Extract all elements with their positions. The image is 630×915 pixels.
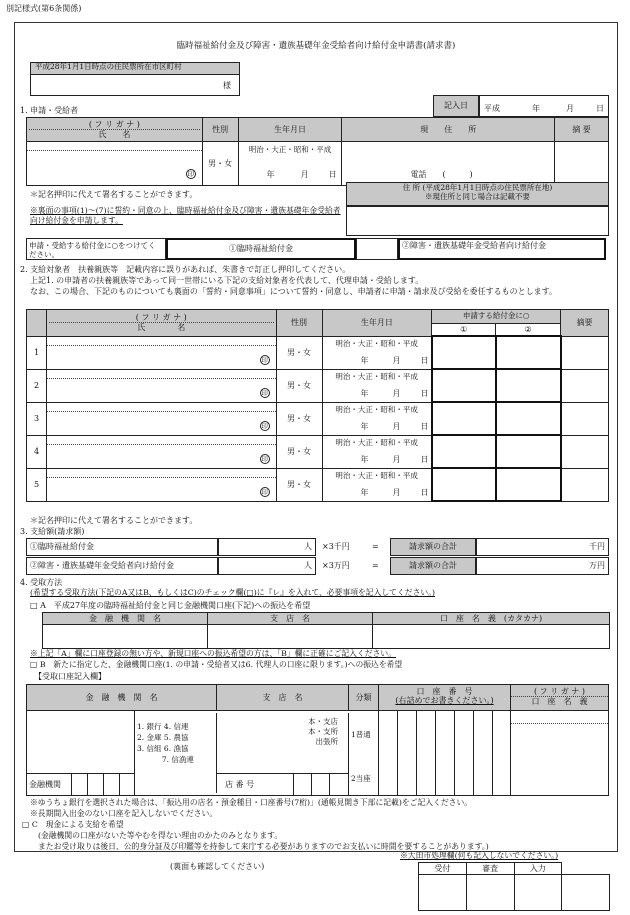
acct-cell-divider [416,711,417,795]
dep-row-number: 5 [27,468,47,501]
dep-remarks-header: 摘要 [561,310,609,337]
applicant-name-header [27,118,203,142]
b-type-field[interactable] [349,711,379,795]
seal-icon: 印 [261,487,268,496]
entry-date-year: 年 [532,104,540,113]
section2-line2: なお、この場合、下記のものについても裏面の「誓約・同意事項」について誓約・同意し、申請者に申請・請求及び受給を委任するものとします。 [30,287,558,296]
office-stamp-cell [466,875,514,911]
b-type-ordinary[interactable]: 1普通 [351,730,371,739]
form-label: 別記様式(第6条関係) [6,4,82,13]
office-col-review: 審査 [466,863,514,875]
acct-cell-divider [473,711,474,795]
dep-remarks-field [561,435,609,468]
applicant-sex-field[interactable]: 男・女 [202,142,238,186]
dep-era-options: 明治・大正・昭和・平成 [335,404,418,414]
b-bank-header: 金 融 機 関 名 [27,685,217,711]
acct-cell-divider [397,711,398,795]
b-furigana-label: ( フ リ ガ ナ ) [511,685,608,697]
applicant-remarks-field [555,142,609,186]
code-cell[interactable] [103,774,119,795]
dep-dob-header: 生年月日 [322,310,432,337]
office-stamp-cell [419,875,467,911]
dep-era-options: 明治・大正・昭和・平成 [335,338,418,348]
dep-furigana-line [47,411,276,412]
dep-dob-month: 月 [392,355,401,365]
dep-name-field[interactable] [46,435,276,468]
dep-dob-day: 日 [420,421,429,431]
payment-row [26,538,609,556]
office-use-table [418,862,610,911]
b-acct-label: 口 座 番 号 [416,687,473,696]
dep-apply-col1[interactable] [432,435,496,468]
dep-dob-field[interactable] [322,402,432,435]
dep-dob-year: 年 [360,355,369,365]
a-holder-header: 口 座 名 義 (カタカナ) [373,613,610,625]
entry-date-field[interactable] [479,95,609,117]
dep-sex-header: 性別 [276,310,322,337]
dob-header: 生年月日 [238,118,342,142]
code-cell[interactable] [311,774,329,795]
residence-label: 住 所 (平成28年1月1日時点の住民票所在地) [402,183,553,192]
dep-dob-field[interactable] [322,468,432,501]
code-cell[interactable] [119,774,135,795]
option-c-line2: またお受け取りは後日、公的身分証及び印鑑等を持参して来庁する必要がありますのでお支払いに時間を要することがあります。) [38,842,489,851]
dep-sex-field[interactable]: 男・女 [276,336,322,369]
a-bank-field[interactable] [43,625,208,649]
dep-furigana-line [47,345,276,346]
dob-year: 年 [266,170,275,179]
dep-dob-month: 月 [392,454,401,464]
row-num-header [27,310,47,337]
dep-furigana-line [47,444,276,445]
option-a-table [42,612,610,649]
dependent-row [27,402,609,435]
dep-dob-field[interactable] [322,336,432,369]
payment-count-field[interactable]: 人 [218,538,316,556]
b-branch-header: 支 店 名 [217,685,349,711]
option-c-line1: (金融機関の口座がないた等やむを得ない理由のかたのみとなります。 [38,831,283,840]
dep-sex-field[interactable]: 男・女 [276,369,322,402]
dep-row-number: 2 [27,369,47,402]
payment-rate: ×3万円 [322,561,350,570]
see-back-note: (裏面も確認してください) [170,862,265,871]
code-cell[interactable] [87,774,103,795]
dependent-row [27,369,609,402]
dep-dob-month: 月 [392,421,401,431]
dep-remarks-field [561,369,609,402]
dep-col2-header: ② [496,324,561,337]
b-branch-code-row [217,773,349,795]
address-header: 現 住 所 [342,118,555,142]
b-bank-code-label: 金融機関 [29,780,61,789]
dep-remarks-field [561,336,609,369]
dep-dob-year: 年 [360,454,369,464]
dependent-row [27,468,609,501]
dep-dob-year: 年 [360,421,369,431]
acct-cell-divider [435,711,436,795]
residence-note: ※現住所と同じ場合は記載不要 [425,191,530,201]
dep-furigana-line [47,477,276,478]
b-acct-header [379,685,511,711]
dep-name-header [46,310,276,337]
applicant-dob-field[interactable] [238,142,342,186]
dep-name-field[interactable] [46,402,276,435]
b-bank-types[interactable]: 1. 銀行 4. 信連 2. 金庫 5. 農協 3. 信組 6. 漁協 7. 信漁連 [135,713,217,793]
b-type-current[interactable]: 2当座 [351,774,371,783]
section3-title: 3. 支給額(請求額) [20,527,85,536]
b-holder-field[interactable] [511,711,608,795]
dep-row-number: 4 [27,435,47,468]
code-cell[interactable] [329,774,348,795]
dep-dob-year: 年 [360,388,369,398]
dep-dob-field[interactable] [322,369,432,402]
office-use-label: ※大田市処理欄(何も記入しないでください。) [400,851,559,860]
option-b-checkbox[interactable]: □ B 新たに指定した、金融機関口座(1. の申請・受給者又は6. 代理人の口座に限ります。)への振込を希望 [30,660,403,669]
b-type-header: 分類 [349,685,379,711]
office-col-blank [562,863,610,875]
residence-field[interactable] [346,206,609,236]
payment-total-field[interactable]: 千円 [476,538,609,556]
dep-apply-col1[interactable] [432,402,496,435]
dep-name-field[interactable] [46,336,276,369]
applicant-name-field[interactable] [27,142,203,186]
b-holder-header [511,685,608,711]
long-unused-note: ※長期間入出金のない口座を記入しないでください。 [30,809,218,818]
dep-sex-field[interactable]: 男・女 [276,402,322,435]
dependent-row [27,435,609,468]
dep-apply-col1[interactable] [432,369,496,402]
section4-instruction: (希望する受取方法(下記のA又はB、もしくはC)のチェック欄(□)に『レ』を入れて、必要事項を記入してください。) [30,588,436,597]
payment-total-field[interactable]: 万円 [476,557,609,575]
dep-apply-col2[interactable] [496,468,561,501]
dep-name-field[interactable] [46,369,276,402]
b-holder-furigana-line [511,723,608,724]
section2-title: 2. 支給対象者 扶養親族等 記載内容に誤りがあれば、朱書きで訂正し押印してください。 [20,265,351,274]
payment-total-label: 請求額の合計 [390,557,476,575]
dep-apply-col1[interactable] [432,336,496,369]
code-cell[interactable] [293,774,311,795]
dep-sex-field[interactable]: 男・女 [276,468,322,501]
benefit1-spacer [356,238,398,260]
phone-field[interactable]: ( ) [442,170,473,179]
section1-title: 1. 申請・受給者 [20,106,79,115]
a-holder-field[interactable] [373,625,610,649]
municipality-sama: 様 [223,81,231,90]
form-title: 臨時福祉給付金及び障害・遺族基礎年金受給者向け給付金申請書(請求書) [176,41,456,51]
dep-era-options: 明治・大正・昭和・平成 [335,371,418,381]
dep-dob-day: 日 [420,487,429,497]
payment-amount-block [26,538,609,578]
municipality-box[interactable] [30,62,240,96]
payment-label: ②障害・遺族基礎年金受給者向け給付金 [26,557,218,575]
dep-apply-col2[interactable] [496,336,561,369]
option-c-checkbox[interactable]: □ C 現金による支給を希望 [22,820,124,829]
remarks-header: 摘 要 [555,118,609,142]
dep-sex-field[interactable]: 男・女 [276,435,322,468]
dep-name-label: 氏 名 [137,323,186,333]
dependents-table [26,309,609,502]
apply-label: 申請・受給する給付金に○をつけてください。 [26,238,166,260]
b-acct-field[interactable] [379,711,511,795]
seal-icon: 印 [261,454,268,463]
residence-header [346,182,609,206]
dep-apply-col2[interactable] [496,435,561,468]
b-holder-label: 口 座 名 義 [531,697,588,707]
dep-dob-day: 日 [420,388,429,398]
furigana-line [27,150,202,151]
a-branch-field[interactable] [208,625,373,649]
municipality-label: 平成28年1月1日時点の住民票所在市区町村 [31,63,239,75]
office-col-reception: 受付 [419,863,467,875]
b-acct-note: (右詰めでお書きください。) [395,696,494,706]
dep-remarks-field [561,402,609,435]
b-branch-code-label: 店 番 号 [225,780,255,789]
acct-cell-divider [492,711,493,795]
seal-icon: 印 [187,170,194,178]
entry-date-label: 記入日 [433,95,479,117]
dep-dob-field[interactable] [322,435,432,468]
dep-col1-header: ① [432,324,496,337]
furigana-label: ( フ リ ガ ナ ) [29,120,200,130]
entry-date-day: 日 [596,104,604,113]
option-a-checkbox[interactable]: □ A 平成27年度の臨時福祉給付金と同じ金融機関口座(下記)への振込を希望 [30,601,311,610]
payment-count-field[interactable]: 人 [218,557,316,575]
section4-title: 4. 受取方法 [20,578,63,587]
dep-era-options: 明治・大正・昭和・平成 [335,470,418,480]
section1-sign-note: ＊記名押印に代えて署名することができます。 [30,190,198,199]
code-cell[interactable] [71,774,87,795]
dep-dob-day: 日 [420,355,429,365]
seal-icon: 印 [261,421,268,430]
dep-dob-year: 年 [360,487,369,497]
entry-date-era: 平成 [484,104,500,113]
applicant-table [26,117,609,186]
dep-apply-col2[interactable] [496,369,561,402]
dep-dob-month: 月 [392,388,401,398]
dep-remarks-field [561,468,609,501]
dep-furigana-label: ( フ リ ガ ナ ) [49,313,274,323]
benefit2-option[interactable]: ②障害・遺族基礎年金受給者向け給付金 [398,238,606,260]
office-stamp-cell [514,875,562,911]
payment-equals: = [372,542,379,551]
payment-row [26,557,609,575]
office-stamp-cell [562,875,610,911]
option-a-note: ※上記「A」欄に口座登録の無い方や、新規口座への振込希望の方は、「B」欄に正確にご記入ください。 [30,649,396,658]
payment-total-label: 請求額の合計 [390,538,476,556]
payment-rate: ×3千円 [322,542,350,551]
office-col-input: 入力 [514,863,562,875]
a-branch-header: 支 店 名 [208,613,373,625]
phone-label: 電話 [410,170,427,179]
yucho-note: ※ゆうちょ銀行を選択された場合は、「振込用の店名・預金種目・口座番号(7桁)」(通帳見開き下部に記載)をご記入ください。 [30,798,473,807]
dob-day: 日 [328,170,337,179]
dep-apply-col2[interactable] [496,402,561,435]
sex-header: 性別 [202,118,238,142]
option-b-table [26,684,609,796]
seal-icon: 印 [261,388,268,397]
dep-dob-day: 日 [420,454,429,464]
dep-name-field[interactable] [46,468,276,501]
dob-month: 月 [300,170,309,179]
dep-row-number: 1 [27,336,47,369]
section2-sign-note: ＊記名押印に代えて署名することができます。 [30,516,198,525]
dep-furigana-line [47,378,276,379]
entry-date-month: 月 [566,104,574,113]
dep-apply-col1[interactable] [432,468,496,501]
b-branch-types[interactable]: 本・支店 本・支所 出張所 [217,713,349,773]
b-bank-code-row [27,773,135,795]
acct-cell-divider [454,711,455,795]
option-b-header: 【受取口座記入欄】 [34,672,106,681]
payment-equals: = [372,561,379,570]
dep-dob-month: 月 [392,487,401,497]
dep-apply-header: 申請する給付金に○ [432,310,561,324]
dep-era-options: 明治・大正・昭和・平成 [335,437,418,447]
b-bank-field[interactable] [27,711,135,795]
name-label: 氏 名 [98,130,131,139]
benefit1-option[interactable]: ①臨時福祉給付金 [166,238,356,260]
b-bank-code-cells[interactable] [71,774,135,795]
a-bank-header: 金 融 機 関 名 [43,613,208,625]
applicant-address-field[interactable] [342,142,555,186]
seal-icon: 印 [261,355,268,364]
section2-line1: 上記1. の申請者の扶養親族等であって同一世帯にいる下記の支給対象者を代表して、代理申請・受給します。 [30,276,424,285]
section1-consent-note: ※裏面の事項(1)～(7)に誓約・同意の上、臨時福祉給付金及び障害・遺族基礎年金受給者向け給付金を申請します。 [30,206,341,225]
dep-row-number: 3 [27,402,47,435]
dependent-row [27,336,609,369]
payment-label: ①臨時福祉給付金 [26,538,218,556]
dob-era-options: 明治・大正・昭和・平成 [248,145,332,154]
